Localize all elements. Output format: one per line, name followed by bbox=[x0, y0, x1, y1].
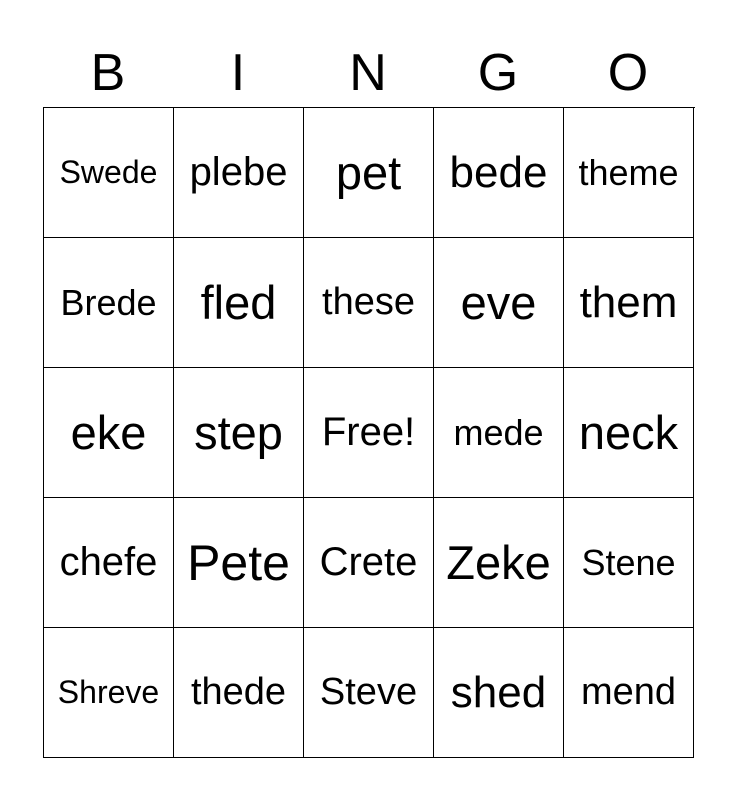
bingo-cell[interactable]: chefe bbox=[44, 498, 174, 628]
bingo-cell[interactable]: bede bbox=[434, 108, 564, 238]
bingo-cell[interactable]: step bbox=[174, 368, 304, 498]
free-space-cell[interactable]: Free! bbox=[304, 368, 434, 498]
bingo-cell[interactable]: mend bbox=[564, 628, 694, 758]
header-letter-g: G bbox=[477, 44, 519, 102]
bingo-cell[interactable]: fled bbox=[174, 238, 304, 368]
bingo-cell[interactable]: thede bbox=[174, 628, 304, 758]
bingo-board bbox=[43, 107, 695, 758]
header-letter-n: N bbox=[349, 44, 387, 102]
bingo-cell[interactable]: eve bbox=[434, 238, 564, 368]
bingo-header bbox=[43, 40, 693, 106]
bingo-cell[interactable]: these bbox=[304, 238, 434, 368]
bingo-cell[interactable]: them bbox=[564, 238, 694, 368]
bingo-cell[interactable]: mede bbox=[434, 368, 564, 498]
bingo-cell[interactable]: pet bbox=[304, 108, 434, 238]
bingo-cell[interactable]: eke bbox=[44, 368, 174, 498]
bingo-cell[interactable]: theme bbox=[564, 108, 694, 238]
bingo-cell[interactable]: Pete bbox=[174, 498, 304, 628]
bingo-cell[interactable]: shed bbox=[434, 628, 564, 758]
bingo-cell[interactable]: Shreve bbox=[44, 628, 174, 758]
header-letter-i: I bbox=[230, 44, 246, 102]
bingo-cell[interactable]: neck bbox=[564, 368, 694, 498]
header-letter-o: O bbox=[607, 44, 649, 102]
bingo-cell[interactable]: Swede bbox=[44, 108, 174, 238]
bingo-cell[interactable]: Brede bbox=[44, 238, 174, 368]
bingo-cell[interactable]: Stene bbox=[564, 498, 694, 628]
header-letter-b: B bbox=[90, 44, 126, 102]
bingo-cell[interactable]: Steve bbox=[304, 628, 434, 758]
bingo-cell[interactable]: plebe bbox=[174, 108, 304, 238]
bingo-cell[interactable]: Crete bbox=[304, 498, 434, 628]
bingo-cell[interactable]: Zeke bbox=[434, 498, 564, 628]
